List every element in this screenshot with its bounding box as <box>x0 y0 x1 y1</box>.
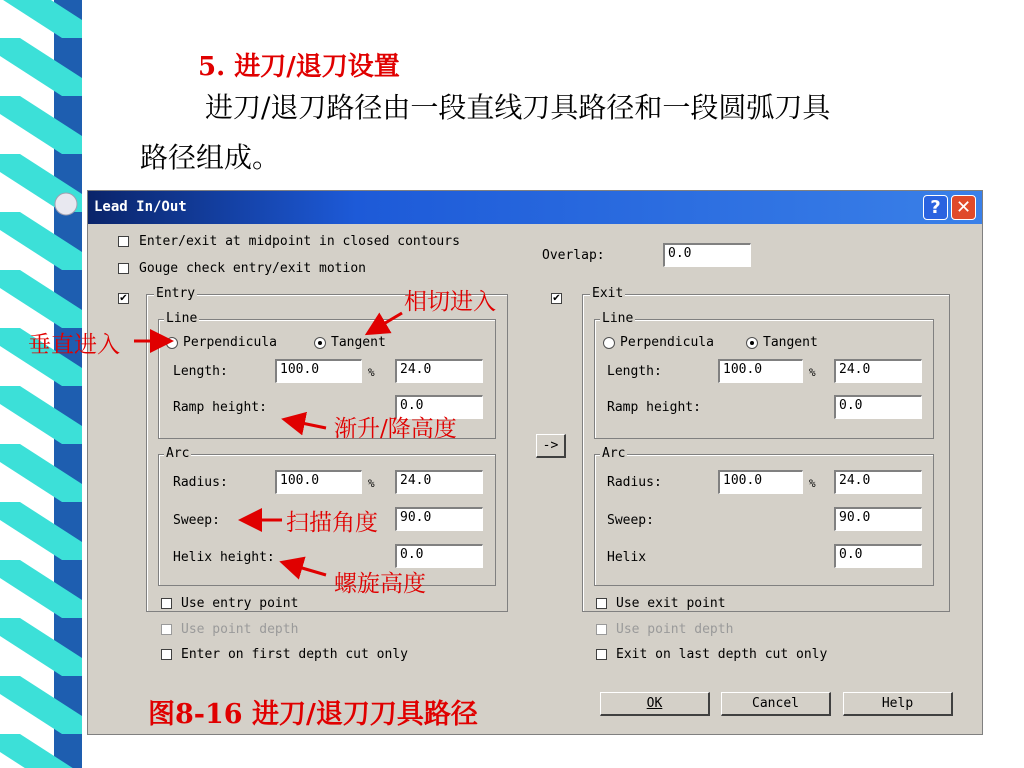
entry-sweep-label: Sweep: <box>173 513 220 528</box>
bullet-sphere <box>55 193 77 215</box>
gouge-check-label: Gouge check entry/exit motion <box>139 261 366 276</box>
entry-tangent-label: Tangent <box>331 335 386 350</box>
dialog-title: Lead In/Out <box>94 199 187 215</box>
entry-length-field[interactable]: 100.0 <box>275 359 362 383</box>
first-depth-cut-checkbox[interactable] <box>161 649 172 660</box>
entry-use-depth-label: Use point depth <box>181 622 299 637</box>
slide-heading: 5. 进刀/退刀设置 <box>198 52 400 82</box>
exit-ramp-label: Ramp height: <box>607 400 701 415</box>
cancel-button[interactable]: Cancel <box>721 692 831 716</box>
entry-group-label: Entry <box>156 286 196 301</box>
exit-radius-label: Radius: <box>607 475 662 490</box>
slide-paragraph-line1: 进刀/退刀路径由一段直线刀具路径和一段圆弧刀具 <box>205 91 831 124</box>
exit-sweep-field[interactable]: 90.0 <box>834 507 922 531</box>
exit-tangent-label: Tangent <box>763 335 818 350</box>
last-depth-cut-label: Exit on last depth cut only <box>616 647 828 662</box>
use-entry-point-label: Use entry point <box>181 596 299 611</box>
annotation-perpendicular-entry: 垂直进入 <box>28 332 120 358</box>
exit-helix-field[interactable]: 0.0 <box>834 544 922 568</box>
entry-arc-label: Arc <box>166 446 190 461</box>
exit-group-label: Exit <box>592 286 624 301</box>
help-icon[interactable]: ? <box>923 195 948 220</box>
exit-ramp-field[interactable]: 0.0 <box>834 395 922 419</box>
exit-enable-checkbox[interactable]: ✔ <box>552 293 561 304</box>
exit-perpendicular-radio[interactable] <box>603 337 615 349</box>
entry-radius-label: Radius: <box>173 475 228 490</box>
exit-line-label: Line <box>602 311 634 326</box>
entry-ramp-label: Ramp height: <box>173 400 267 415</box>
exit-use-depth-label: Use point depth <box>616 622 734 637</box>
annotation-tangent-entry: 相切进入 <box>404 289 496 315</box>
overlap-field[interactable]: 0.0 <box>663 243 751 267</box>
exit-use-depth-checkbox <box>596 624 607 635</box>
entry-length-abs-field[interactable]: 24.0 <box>395 359 483 383</box>
close-icon[interactable]: ✕ <box>951 195 976 220</box>
midpoint-checkbox[interactable] <box>118 236 129 247</box>
exit-helix-label: Helix <box>607 550 647 565</box>
exit-radius-abs-field[interactable]: 24.0 <box>834 470 922 494</box>
annotation-helix-height: 螺旋高度 <box>334 571 426 597</box>
exit-length-percent: % <box>809 366 816 379</box>
exit-tangent-radio[interactable] <box>746 337 758 349</box>
copy-entry-to-exit-button[interactable]: -> <box>536 434 566 458</box>
exit-radius-field[interactable]: 100.0 <box>718 470 803 494</box>
overlap-label: Overlap: <box>542 248 605 263</box>
exit-length-abs-field[interactable]: 24.0 <box>834 359 922 383</box>
lead-in-out-dialog <box>87 190 983 735</box>
exit-perpendicular-label: Perpendicula <box>620 335 714 350</box>
use-entry-point-checkbox[interactable] <box>161 598 172 609</box>
entry-helix-field[interactable]: 0.0 <box>395 544 483 568</box>
annotation-ramp-height: 渐升/降高度 <box>334 416 457 442</box>
entry-enable-checkbox[interactable]: ✔ <box>119 293 128 304</box>
last-depth-cut-checkbox[interactable] <box>596 649 607 660</box>
entry-helix-label: Helix height: <box>173 550 275 565</box>
use-exit-point-checkbox[interactable] <box>596 598 607 609</box>
exit-length-field[interactable]: 100.0 <box>718 359 803 383</box>
dialog-title-bar[interactable] <box>88 191 982 224</box>
exit-length-label: Length: <box>607 364 662 379</box>
entry-length-label: Length: <box>173 364 228 379</box>
ok-button[interactable]: OK <box>600 692 710 716</box>
entry-perpendicular-label: Perpendicula <box>183 335 277 350</box>
use-exit-point-label: Use exit point <box>616 596 726 611</box>
gouge-check-checkbox[interactable] <box>118 263 129 274</box>
annotation-sweep-angle: 扫描角度 <box>286 510 378 536</box>
first-depth-cut-label: Enter on first depth cut only <box>181 647 408 662</box>
entry-radius-percent: % <box>368 477 375 490</box>
entry-sweep-field[interactable]: 90.0 <box>395 507 483 531</box>
midpoint-label: Enter/exit at midpoint in closed contours <box>139 234 460 249</box>
exit-arc-label: Arc <box>602 446 626 461</box>
slide-ribbon-decoration <box>0 0 90 768</box>
entry-perpendicular-radio[interactable] <box>166 337 178 349</box>
exit-radius-percent: % <box>809 477 816 490</box>
entry-length-percent: % <box>368 366 375 379</box>
entry-radius-abs-field[interactable]: 24.0 <box>395 470 483 494</box>
entry-radius-field[interactable]: 100.0 <box>275 470 362 494</box>
entry-line-label: Line <box>166 311 198 326</box>
figure-caption: 图8-16 进刀/退刀刀具路径 <box>148 699 478 730</box>
exit-sweep-label: Sweep: <box>607 513 654 528</box>
entry-ramp-field[interactable]: 0.0 <box>395 395 483 419</box>
slide-paragraph-line2: 路径组成。 <box>140 141 281 174</box>
entry-use-depth-checkbox <box>161 624 172 635</box>
help-button[interactable]: Help <box>843 692 953 716</box>
entry-tangent-radio[interactable] <box>314 337 326 349</box>
